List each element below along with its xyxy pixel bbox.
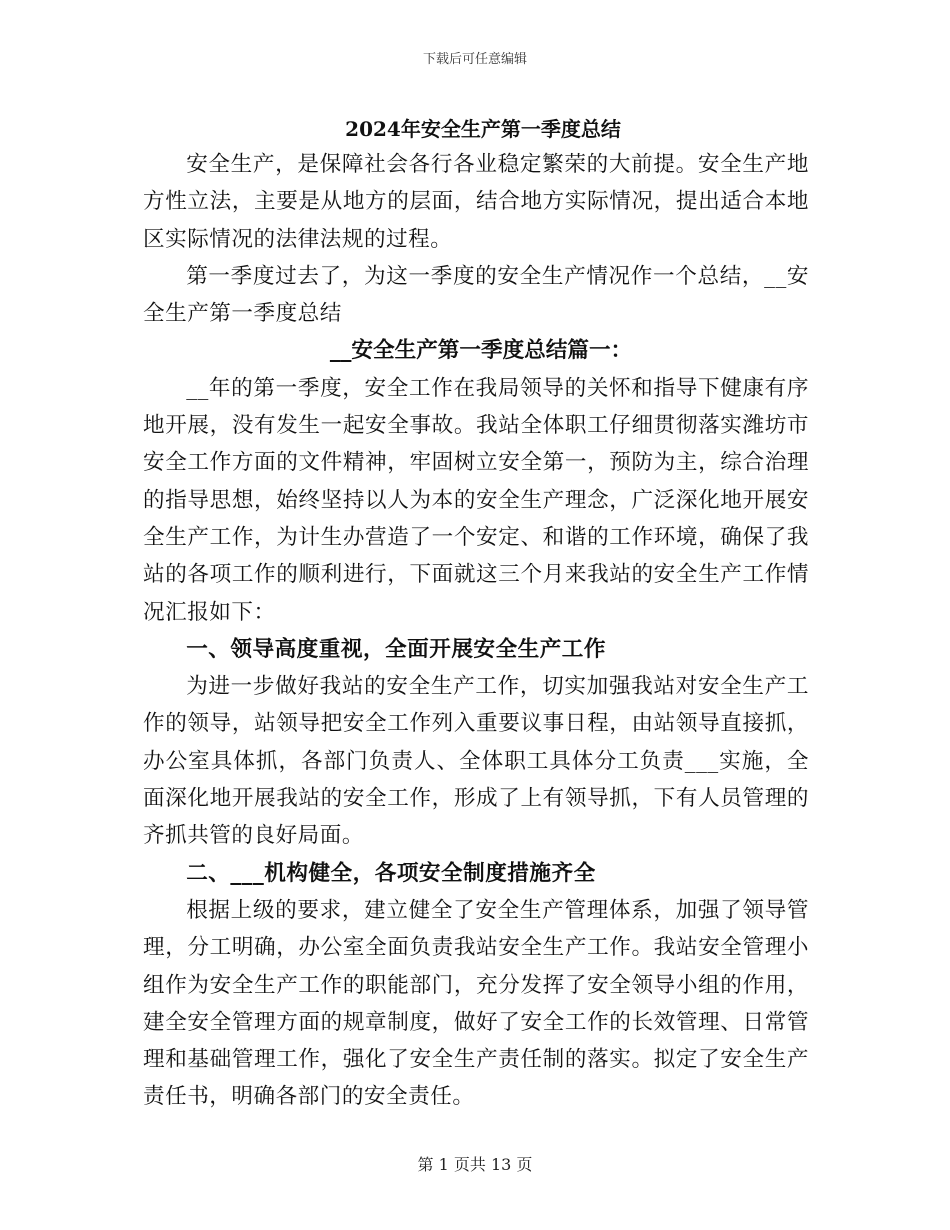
section-paragraph-1: 为进一步做好我站的安全生产工作，切实加强我站对安全生产工作的领导，站领导把安全工作列入重要议事日程，由站领导直接抓，办公室具体抓，各部门负责人、全体职工具体分工负责___实施，全面深化地开展我站的安全工作，形成了上有领导抓，下有人员管理的齐抓共管的良好局面。 bbox=[143, 674, 809, 849]
section-heading-2: 二、___机构健全，各项安全制度措施齐全 bbox=[186, 860, 596, 886]
intro-paragraph-1: 安全生产，是保障社会各行各业稳定繁荣的大前提。安全生产地方性立法，主要是从地方的层面，结合地方实际情况，提出适合本地区实际情况的法律法规的过程。 bbox=[143, 152, 809, 252]
document-title: 2024年安全生产第一季度总结 bbox=[345, 117, 621, 141]
section-paragraph-2: 根据上级的要求，建立健全了安全生产管理体系，加强了领导管理，分工明确，办公室全面负责我站安全生产工作。我站安全管理小组作为安全生产工作的职能部门，充分发挥了安全领导小组的作用，建全安全管理方面的规章制度，做好了安全工作的长效管理、日常管理和基础管理工作，强化了安全生产责任制的落实。拟定了安全生产责任书，明确各部门的安全责任。 bbox=[143, 897, 809, 1110]
page-header: 下载后可任意编辑 bbox=[422, 52, 527, 67]
article-subtitle: __安全生产第一季度总结篇一： bbox=[329, 338, 633, 364]
body-paragraph: __年的第一季度，安全工作在我局领导的关怀和指导下健康有序地开展，没有发生一起安全事故。我站全体职工仔细贯彻落实潍坊市安全工作方面的文件精神，牢固树立安全第一，预防为主，综合治理的指导思想，始终坚持以人为本的安全生产理念，广泛深化地开展安全生产工作，为计生办营造了一个安定、和谐的工作环境，确保了我站的各项工作的顺利进行，下面就这三个月来我站的安全生产工作情况汇报如下： bbox=[143, 375, 809, 625]
document-body bbox=[143, 112, 809, 1116]
section-heading-1: 一、领导高度重视，全面开展安全生产工作 bbox=[186, 636, 606, 662]
intro-paragraph-2: 第一季度过去了，为这一季度的安全生产情况作一个总结，__安全生产第一季度总结 bbox=[143, 263, 809, 327]
page-number: 第 1 页共 13 页 bbox=[417, 1155, 533, 1174]
